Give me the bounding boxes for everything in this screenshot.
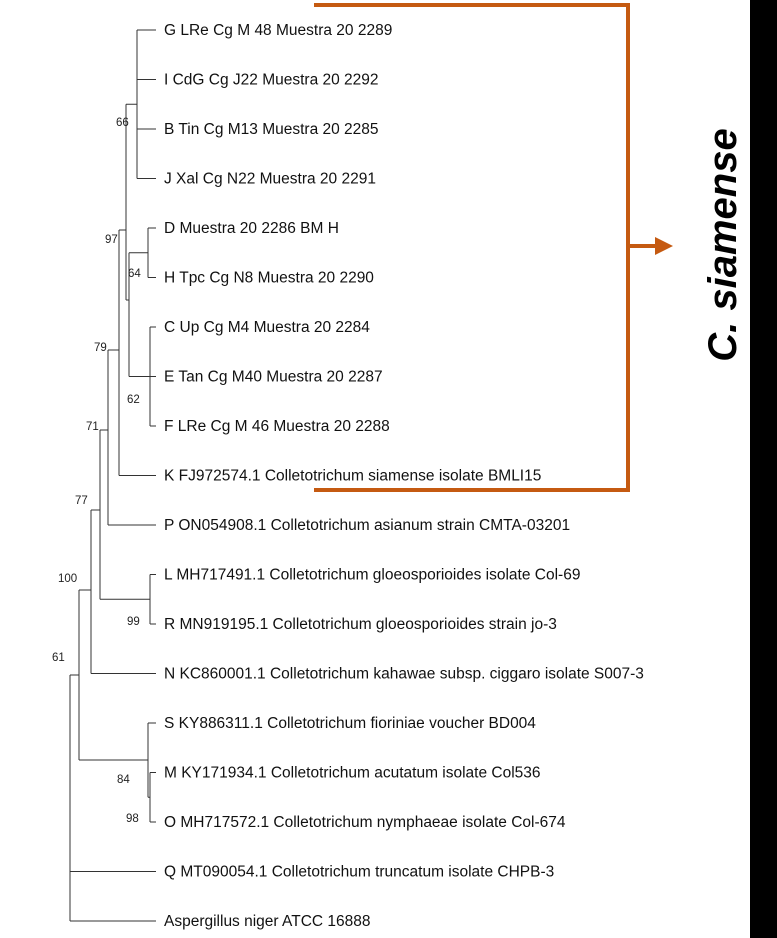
bootstrap-value: 64 (128, 268, 141, 280)
taxon-labels (164, 22, 644, 930)
bootstrap-value: 99 (127, 616, 140, 628)
bootstrap-value: 66 (116, 117, 129, 129)
taxon-label: H Tpc Cg N8 Muestra 20 2290 (164, 269, 374, 287)
taxon-label: O MH717572.1 Colletotrichum nymphaeae isolate Col-674 (164, 814, 566, 831)
taxon-label: K FJ972574.1 Colletotrichum siamense isolate BMLI15 (164, 467, 542, 485)
tree-branches (70, 30, 156, 921)
bootstrap-value: 100 (58, 573, 78, 585)
clade-arrow-head (655, 237, 673, 255)
taxon-label: Aspergillus niger ATCC 16888 (164, 913, 371, 930)
taxon-label: G LRe Cg M 48 Muestra 20 2289 (164, 22, 393, 39)
bootstrap-value: 71 (86, 421, 99, 433)
bootstrap-value: 62 (127, 394, 140, 406)
taxon-label: C Up Cg M4 Muestra 20 2284 (164, 319, 370, 336)
taxon-label: M KY171934.1 Colletotrichum acutatum isolate Col536 (164, 764, 541, 782)
taxon-label: J Xal Cg N22 Muestra 20 2291 (164, 170, 376, 188)
right-edge-bar (750, 0, 777, 938)
taxon-label: L MH717491.1 Colletotrichum gloeosporioides isolate Col-69 (164, 566, 581, 584)
taxon-label: E Tan Cg M40 Muestra 20 2287 (164, 368, 383, 386)
taxon-label: I CdG Cg J22 Muestra 20 2292 (164, 71, 379, 89)
bootstrap-value: 84 (117, 774, 130, 786)
taxon-label: F LRe Cg M 46 Muestra 20 2288 (164, 418, 390, 435)
bootstrap-value: 79 (94, 342, 107, 354)
taxon-label: R MN919195.1 Colletotrichum gloeosporioides strain jo-3 (164, 616, 557, 633)
taxon-label: P ON054908.1 Colletotrichum asianum strain CMTA-03201 (164, 517, 571, 534)
bootstrap-value: 77 (75, 495, 88, 507)
taxon-label: S KY886311.1 Colletotrichum fioriniae voucher BD004 (164, 715, 536, 732)
bootstrap-value: 98 (126, 813, 139, 825)
bootstrap-value: 97 (105, 234, 118, 246)
taxon-label: Q MT090054.1 Colletotrichum truncatum isolate CHPB-3 (164, 863, 555, 881)
clade-label: C. siamense (701, 128, 745, 362)
taxon-label: D Muestra 20 2286 BM H (164, 220, 339, 237)
bootstrap-value: 61 (52, 652, 65, 664)
bootstrap-values (52, 117, 141, 825)
taxon-label: N KC860001.1 Colletotrichum kahawae subsp. ciggaro isolate S007-3 (164, 665, 644, 683)
taxon-label: B Tin Cg M13 Muestra 20 2285 (164, 121, 379, 138)
